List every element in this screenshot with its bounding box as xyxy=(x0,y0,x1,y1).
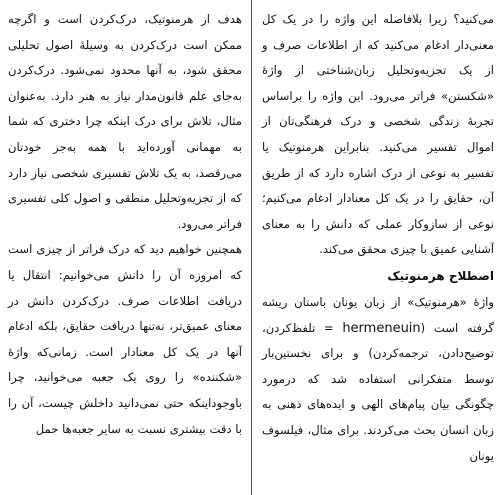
right-paragraph-1: می‌کنید؟ زیرا بلافاصله این واژه را در یک کل معنی‌دار ادغام می‌کنید که از اطلاعات صرف و از یک تجزیه‌وتحلیل زبان‌شناختی از واژهٔ «شکستن» فراتر می‌رود. این واژه را براساس تجربهٔ زندگی شخصی و درک فرهنگی‌تان از اموال تفسیر می‌کنید. بنابراین هرمنوتیک یا تفسیر به نوعی از درک اشاره دارد که از طریق آن، حقایق را در یک کل معنادار ادغام می‌کنیم؛ نوعی از سازوکار عملی که دانش را به معنای آشنایی عمیق با چیزی محقق می‌کند. xyxy=(262,12,494,257)
right-paragraph-2-start: واژهٔ «هرمنوتیک» از زبان یونان باستان ریشه گرفته است ( xyxy=(262,294,494,335)
latin-term: hermeneuin xyxy=(342,320,421,336)
right-paragraph-2 xyxy=(262,290,494,469)
left-paragraph-2: همچنین خواهیم دید که درک فراتر از چیزی است که امروزه آن را دانش می‌خوانیم: انتقال یا دریافت اطلاعات صرف. درک‌کردن دانش در معنای عمیق‌تر، نه‌تنها دریافت حقایق، بلکه ادغام آنها در یک کل معنادار است. زمانی‌که واژهٔ «شکننده» را روی یک جعبه می‌خوانید، چرا باوجوداینکه حتی نمی‌دانید داخلش چیست، آن را با دقت بیشتری نسبت به سایر جعبه‌ها حمل xyxy=(8,242,242,436)
right-column xyxy=(262,7,494,469)
left-column xyxy=(8,7,242,442)
right-paragraph-2-rest: = تلفظ‌کردن، توضیح‌دادن، ترجمه‌کردن) و برای نخستین‌بار توسط متفکرانی استفاده شد که درمورد چگونگی بیان پیام‌های الهی و ایده‌های ذهنی به زبان انسان بحث می‌کردند. برای مثال، فیلسوف یونان xyxy=(262,320,494,463)
left-paragraph-1: هدف از هرمنوتیک، درک‌کردن است و اگرچه ممکن است درک‌کردن به وسیلهٔ اصول تحلیلی محقق شود، به آنها محدود نمی‌شود. درک‌کردن به‌جای علم قانون‌مدار نیاز به هنر دارد. به‌عنوان مثال، تلاش برای درک اینکه چرا دختری که شما به مهمانی آورده‌اید با همه به‌جز خودتان می‌رقصد، به یک تلاش تفسیری شخصی نیاز دارد که از تجزیه‌وتحلیل منطقی و اصول کلی تفسیری فراتر می‌رود. xyxy=(8,12,242,231)
column-divider xyxy=(251,0,252,495)
section-heading: اصطلاح هرمنوتیک xyxy=(387,268,494,283)
